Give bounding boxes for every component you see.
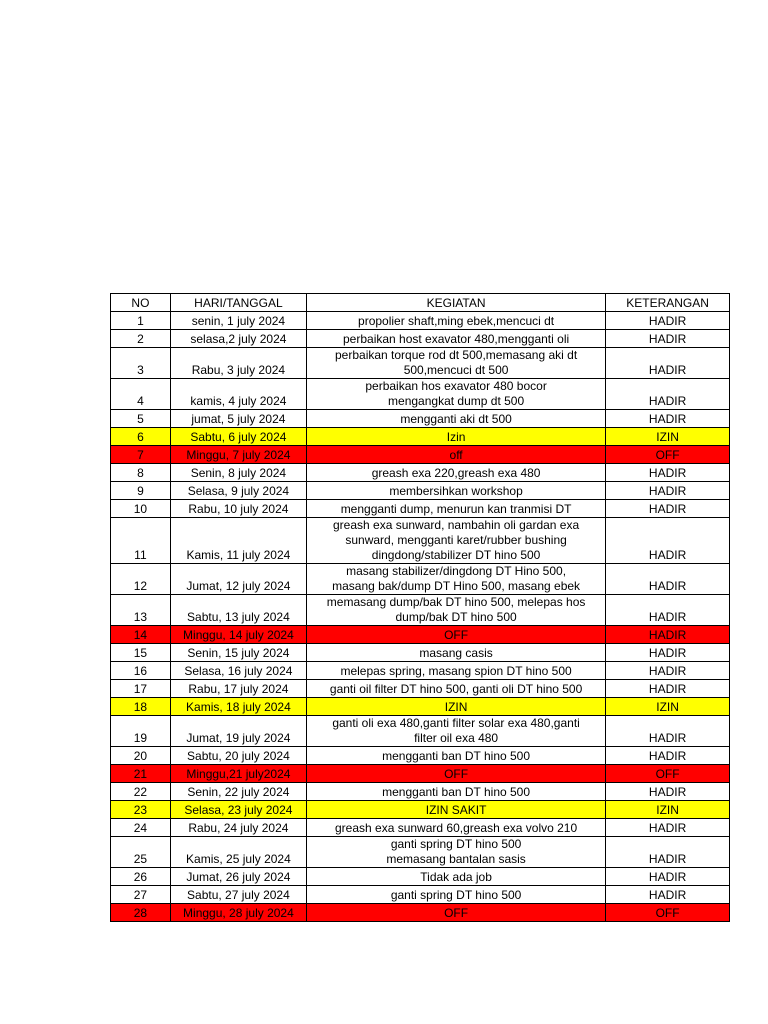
table-row <box>111 379 730 410</box>
cell-activity: ganti oil filter DT hino 500, ganti oli DT hino 500 <box>307 680 606 698</box>
cell-activity: mengganti ban DT hino 500 <box>307 747 606 765</box>
cell-day: Selasa, 16 july 2024 <box>170 662 306 680</box>
header-activity: KEGIATAN <box>307 294 606 312</box>
cell-no: 14 <box>111 626 171 644</box>
cell-note: HADIR <box>606 348 730 379</box>
cell-no: 11 <box>111 518 171 564</box>
table-row <box>111 819 730 837</box>
cell-activity: mengganti dump, menurun kan tranmisi DT <box>307 500 606 518</box>
cell-activity: perbaikan host exavator 480,mengganti oli <box>307 330 606 348</box>
cell-activity: masang casis <box>307 644 606 662</box>
table-row <box>111 904 730 922</box>
cell-day: Jumat, 26 july 2024 <box>170 868 306 886</box>
cell-no: 17 <box>111 680 171 698</box>
cell-activity: OFF <box>307 904 606 922</box>
cell-day: Senin, 8 july 2024 <box>170 464 306 482</box>
cell-activity: Tidak ada job <box>307 868 606 886</box>
cell-activity: propolier shaft,ming ebek,mencuci dt <box>307 312 606 330</box>
cell-note: IZIN <box>606 428 730 446</box>
cell-day: Jumat, 19 july 2024 <box>170 716 306 747</box>
cell-activity: mengganti ban DT hino 500 <box>307 783 606 801</box>
cell-no: 20 <box>111 747 171 765</box>
cell-note: HADIR <box>606 464 730 482</box>
table-row <box>111 680 730 698</box>
header-note: KETERANGAN <box>606 294 730 312</box>
cell-day: jumat, 5 july 2024 <box>170 410 306 428</box>
cell-day: Sabtu, 20 july 2024 <box>170 747 306 765</box>
header-row <box>111 294 730 312</box>
header-day: HARI/TANGGAL <box>170 294 306 312</box>
cell-day: Kamis, 25 july 2024 <box>170 837 306 868</box>
cell-day: Rabu, 24 july 2024 <box>170 819 306 837</box>
cell-note: HADIR <box>606 595 730 626</box>
header-no: NO <box>111 294 171 312</box>
cell-note: OFF <box>606 446 730 464</box>
table-row <box>111 428 730 446</box>
cell-day: Jumat, 12 july 2024 <box>170 564 306 595</box>
table-row <box>111 564 730 595</box>
attendance-table <box>110 293 730 922</box>
cell-no: 18 <box>111 698 171 716</box>
cell-day: Minggu,21 july2024 <box>170 765 306 783</box>
cell-note: HADIR <box>606 886 730 904</box>
table-row <box>111 595 730 626</box>
cell-day: Sabtu, 13 july 2024 <box>170 595 306 626</box>
cell-note: HADIR <box>606 783 730 801</box>
table-row <box>111 644 730 662</box>
table-row <box>111 518 730 564</box>
cell-activity: ganti oli exa 480,ganti filter solar exa 480,ganti filter oil exa 480 <box>307 716 606 747</box>
cell-no: 26 <box>111 868 171 886</box>
table-row <box>111 500 730 518</box>
cell-activity: masang stabilizer/dingdong DT Hino 500, masang bak/dump DT Hino 500, masang ebek <box>307 564 606 595</box>
table-row <box>111 765 730 783</box>
cell-note: HADIR <box>606 819 730 837</box>
cell-activity: greash exa sunward, nambahin oli gardan exa sunward, mengganti karet/rubber bushing dingdong/stabilizer DT hino 500 <box>307 518 606 564</box>
cell-no: 28 <box>111 904 171 922</box>
cell-activity: perbaikan torque rod dt 500,memasang aki dt 500,mencuci dt 500 <box>307 348 606 379</box>
cell-note: IZIN <box>606 801 730 819</box>
table-row <box>111 868 730 886</box>
cell-day: Kamis, 11 july 2024 <box>170 518 306 564</box>
cell-note: HADIR <box>606 410 730 428</box>
cell-day: Minggu, 14 july 2024 <box>170 626 306 644</box>
table-body <box>111 312 730 922</box>
table-row <box>111 626 730 644</box>
table-row <box>111 837 730 868</box>
cell-activity: off <box>307 446 606 464</box>
cell-note: OFF <box>606 765 730 783</box>
cell-activity: OFF <box>307 626 606 644</box>
cell-activity: Izin <box>307 428 606 446</box>
table-row <box>111 698 730 716</box>
cell-activity: ganti spring DT hino 500 <box>307 886 606 904</box>
cell-day: selasa,2 july 2024 <box>170 330 306 348</box>
cell-note: OFF <box>606 904 730 922</box>
cell-note: HADIR <box>606 312 730 330</box>
cell-no: 21 <box>111 765 171 783</box>
cell-no: 24 <box>111 819 171 837</box>
cell-no: 23 <box>111 801 171 819</box>
cell-note: HADIR <box>606 662 730 680</box>
cell-activity: greash exa sunward 60,greash exa volvo 210 <box>307 819 606 837</box>
cell-activity: IZIN <box>307 698 606 716</box>
table-row <box>111 330 730 348</box>
table-row <box>111 801 730 819</box>
cell-activity: melepas spring, masang spion DT hino 500 <box>307 662 606 680</box>
table-header <box>111 294 730 312</box>
table-row <box>111 662 730 680</box>
cell-no: 3 <box>111 348 171 379</box>
cell-activity: mengganti aki dt 500 <box>307 410 606 428</box>
cell-note: HADIR <box>606 837 730 868</box>
table-row <box>111 716 730 747</box>
cell-note: HADIR <box>606 518 730 564</box>
cell-day: Rabu, 3 july 2024 <box>170 348 306 379</box>
cell-no: 6 <box>111 428 171 446</box>
cell-day: senin, 1 july 2024 <box>170 312 306 330</box>
cell-note: HADIR <box>606 330 730 348</box>
table-row <box>111 482 730 500</box>
cell-day: Senin, 15 july 2024 <box>170 644 306 662</box>
table-row <box>111 312 730 330</box>
cell-no: 7 <box>111 446 171 464</box>
cell-no: 15 <box>111 644 171 662</box>
cell-note: HADIR <box>606 482 730 500</box>
cell-note: HADIR <box>606 500 730 518</box>
table-row <box>111 464 730 482</box>
cell-day: Rabu, 17 july 2024 <box>170 680 306 698</box>
cell-no: 9 <box>111 482 171 500</box>
cell-no: 19 <box>111 716 171 747</box>
cell-activity: IZIN SAKIT <box>307 801 606 819</box>
table-row <box>111 747 730 765</box>
cell-day: Selasa, 23 july 2024 <box>170 801 306 819</box>
cell-note: HADIR <box>606 626 730 644</box>
cell-note: HADIR <box>606 644 730 662</box>
cell-note: HADIR <box>606 680 730 698</box>
cell-no: 16 <box>111 662 171 680</box>
cell-day: Senin, 22 july 2024 <box>170 783 306 801</box>
table-row <box>111 783 730 801</box>
cell-no: 10 <box>111 500 171 518</box>
table-row <box>111 348 730 379</box>
cell-day: Sabtu, 27 july 2024 <box>170 886 306 904</box>
table-row <box>111 446 730 464</box>
cell-day: Sabtu, 6 july 2024 <box>170 428 306 446</box>
cell-no: 25 <box>111 837 171 868</box>
cell-day: Kamis, 18 july 2024 <box>170 698 306 716</box>
cell-activity: membersihkan workshop <box>307 482 606 500</box>
table-row <box>111 886 730 904</box>
cell-no: 1 <box>111 312 171 330</box>
cell-note: HADIR <box>606 379 730 410</box>
cell-no: 13 <box>111 595 171 626</box>
cell-no: 27 <box>111 886 171 904</box>
cell-note: HADIR <box>606 564 730 595</box>
cell-note: HADIR <box>606 747 730 765</box>
cell-note: HADIR <box>606 868 730 886</box>
cell-no: 4 <box>111 379 171 410</box>
cell-no: 2 <box>111 330 171 348</box>
cell-day: kamis, 4 july 2024 <box>170 379 306 410</box>
cell-activity: greash exa 220,greash exa 480 <box>307 464 606 482</box>
cell-no: 5 <box>111 410 171 428</box>
cell-activity: ganti spring DT hino 500 memasang bantalan sasis <box>307 837 606 868</box>
cell-day: Selasa, 9 july 2024 <box>170 482 306 500</box>
table-row <box>111 410 730 428</box>
cell-no: 12 <box>111 564 171 595</box>
cell-day: Minggu, 28 july 2024 <box>170 904 306 922</box>
cell-activity: perbaikan hos exavator 480 bocor mengangkat dump dt 500 <box>307 379 606 410</box>
cell-note: IZIN <box>606 698 730 716</box>
cell-activity: memasang dump/bak DT hino 500, melepas hos dump/bak DT hino 500 <box>307 595 606 626</box>
cell-day: Rabu, 10 july 2024 <box>170 500 306 518</box>
cell-activity: OFF <box>307 765 606 783</box>
cell-no: 8 <box>111 464 171 482</box>
cell-day: Minggu, 7 july 2024 <box>170 446 306 464</box>
cell-no: 22 <box>111 783 171 801</box>
cell-note: HADIR <box>606 716 730 747</box>
